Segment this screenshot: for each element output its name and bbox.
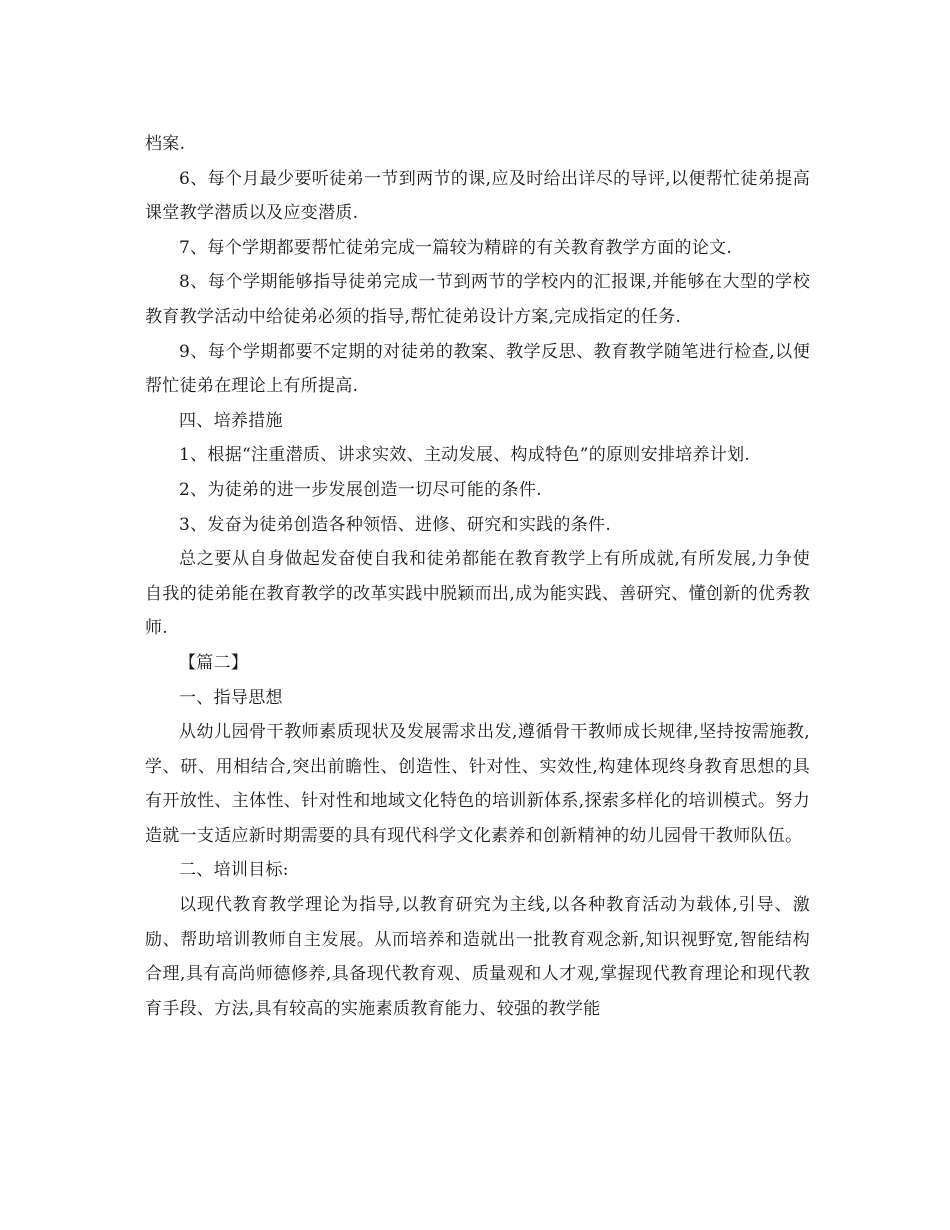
paragraph-measure-1: 1、根据“注重潜质、讲求实效、主动发展、构成特色”的原则安排培养计划. [179,445,751,466]
paragraph-summary: 总之要从自身做起发奋使自我和徒弟都能在教育教学上有所成就,有所发展,力争使自我的徒弟能在教育教学的改革实践中脱颖而出,成为能实践、善研究、懂创新的优秀教师. [145,549,810,639]
paragraph-item-8: 8、每个学期能够指导徒弟完成一节到两节的学校内的汇报课,并能够在大型的学校教育教学活动中给徒弟必须的指导,帮忙徒弟设计方案,完成指定的任务. [145,272,810,327]
paragraph-measure-2: 2、为徒弟的进一步发展创造一切尽可能的条件. [179,479,542,500]
document-body [145,127,810,1026]
paragraph-guiding-thought: 从幼儿园骨干教师素质现状及发展需求出发,遵循骨干教师成长规律,坚持按需施教,学、研、用相结合,突出前瞻性、创造性、针对性、实效性,构建体现终身教育思想的具有开放性、主体性、针对性和地域文化特色的培训新体系,探索多样化的培训模式。努力造就一支适应新时期需要的具有现代科学文化素养和创新精神的幼儿园骨干教师队伍。 [145,722,810,846]
paragraph-item-6: 6、每个月最少要听徒弟一节到两节的课,应及时给出详尽的导评,以便帮忙徒弟提高课堂教学潜质以及应变潜质. [145,168,810,224]
chapter-heading-part-two: 【篇二】 [179,652,249,673]
section-heading-guiding-thought: 一、指导思想 [179,687,283,708]
section-heading-training-goals: 二、培训目标: [179,860,289,881]
paragraph-archive-end: 档案. [145,134,186,154]
paragraph-item-7: 7、每个学期都要帮忙徒弟完成一篇较为精辟的有关教育教学方面的论文. [179,237,733,258]
section-heading-measures: 四、培养措施 [179,410,283,431]
paragraph-training-goals: 以现代教育教学理论为指导,以教育研究为主线,以各种教育活动为载体,引导、激励、帮助培训教师自主发展。从而培养和造就出一批教育观念新,知识视野宽,智能结构合理,具有高尚师德修养,具备现代教育观、质量观和人才观,掌握现代教育理论和现代教育手段、方法,具有较高的实施素质教育能力、较强的教学能 [145,895,810,1019]
paragraph-item-9: 9、每个学期都要不定期的对徒弟的教案、教学反思、教育教学随笔进行检查,以便帮忙徒弟在理论上有所提高. [145,341,810,397]
paragraph-measure-3: 3、发奋为徒弟创造各种领悟、进修、研究和实践的条件. [179,514,612,535]
